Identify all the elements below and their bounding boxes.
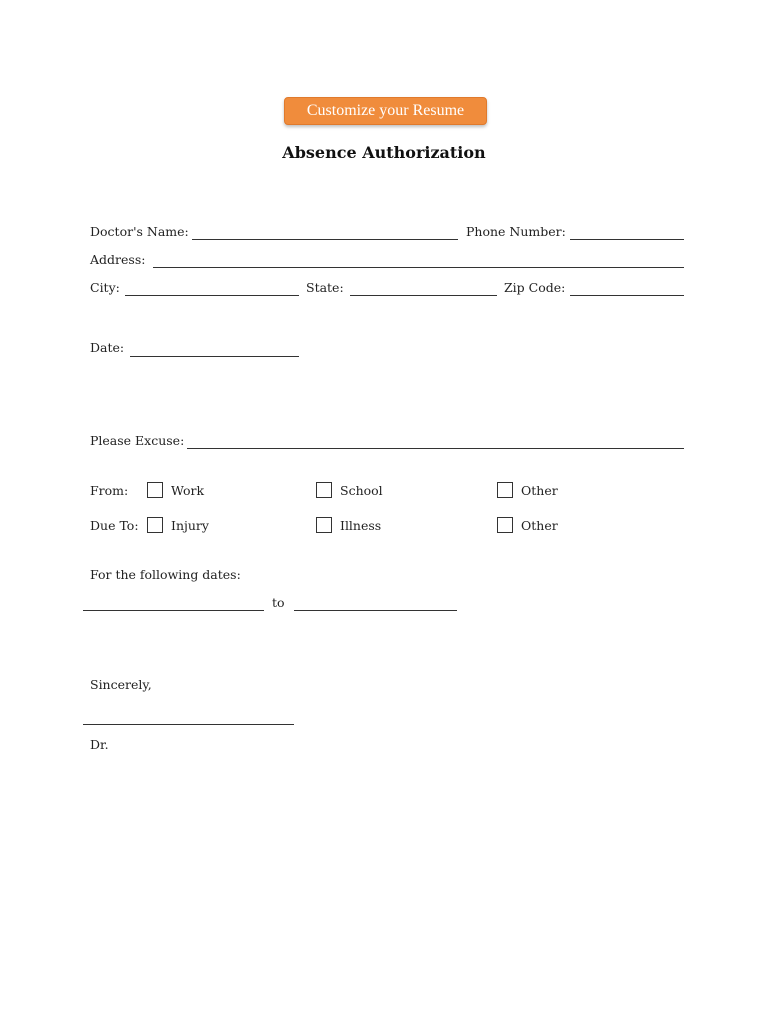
due-to-label: Due To:: [90, 518, 139, 533]
city-field[interactable]: [125, 295, 299, 296]
due-other-checkbox[interactable]: [497, 517, 513, 533]
from-other-checkbox[interactable]: [497, 482, 513, 498]
from-label: From:: [90, 483, 129, 498]
address-label: Address:: [90, 252, 146, 267]
signature-field[interactable]: [83, 724, 294, 725]
please-excuse-field[interactable]: [187, 448, 684, 449]
zip-code-field[interactable]: [570, 295, 684, 296]
from-other-label: Other: [521, 483, 558, 498]
from-work-label: Work: [171, 483, 205, 498]
state-label: State:: [306, 280, 344, 295]
due-illness-checkbox[interactable]: [316, 517, 332, 533]
due-illness-label: Illness: [340, 518, 382, 533]
start-date-field[interactable]: [83, 610, 264, 611]
date-field[interactable]: [130, 356, 299, 357]
sincerely-label: Sincerely,: [90, 677, 152, 692]
due-injury-checkbox[interactable]: [147, 517, 163, 533]
date-label: Date:: [90, 340, 125, 355]
from-school-label: School: [340, 483, 383, 498]
zip-code-label: Zip Code:: [504, 280, 566, 295]
address-field[interactable]: [153, 267, 684, 268]
following-dates-label: For the following dates:: [90, 567, 241, 582]
dr-label: Dr.: [90, 737, 109, 752]
doctor-name-label: Doctor's Name:: [90, 224, 189, 239]
due-other-label: Other: [521, 518, 558, 533]
phone-number-label: Phone Number:: [466, 224, 566, 239]
please-excuse-label: Please Excuse:: [90, 433, 185, 448]
end-date-field[interactable]: [294, 610, 457, 611]
city-label: City:: [90, 280, 120, 295]
to-label: to: [272, 595, 285, 610]
page-title: Absence Authorization: [282, 143, 486, 162]
phone-number-field[interactable]: [570, 239, 684, 240]
customize-resume-button[interactable]: Customize your Resume: [284, 97, 487, 125]
due-injury-label: Injury: [171, 518, 209, 533]
state-field[interactable]: [350, 295, 497, 296]
from-school-checkbox[interactable]: [316, 482, 332, 498]
doctor-name-field[interactable]: [192, 239, 458, 240]
from-work-checkbox[interactable]: [147, 482, 163, 498]
